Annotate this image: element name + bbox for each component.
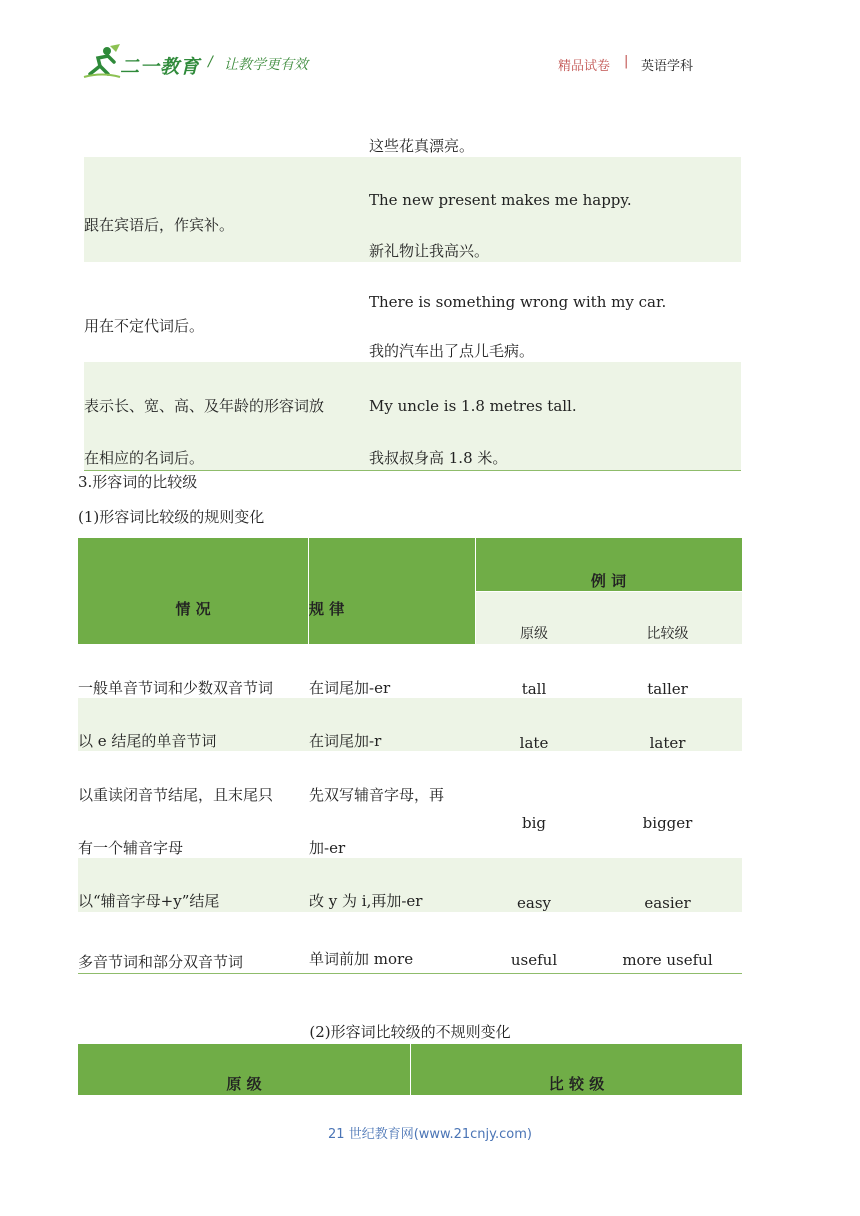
usage-text: 跟在宾语后，作宾补。 xyxy=(84,216,235,234)
comparative-cell: taller xyxy=(647,680,688,698)
usage-text: 表示长、宽、高、及年龄的形容词放 xyxy=(84,397,325,415)
slogan: 让教学更有效 xyxy=(224,57,308,73)
header-examples: 例 词 xyxy=(590,572,627,590)
rule-cell: 在词尾加-er xyxy=(309,679,391,697)
header-rule: 规 律 xyxy=(309,600,345,618)
runner-logo-icon xyxy=(82,44,122,80)
rule-cell: 改 y 为 i,再加-er xyxy=(309,892,423,910)
header-divider xyxy=(308,538,309,644)
example-cn: 我叔叔身高 1.8 米。 xyxy=(369,449,508,467)
example-cn: 我的汽车出了点儿毛病。 xyxy=(369,342,535,360)
situation-cell: 以 e 结尾的单音节词 xyxy=(78,732,217,750)
situation-cell: 以“辅音字母+y”结尾 xyxy=(78,892,220,910)
rule-cell: 先双写辅音字母，再 xyxy=(309,786,445,804)
usage-text: 在相应的名词后。 xyxy=(84,449,205,467)
example-cn: 这些花真漂亮。 xyxy=(369,137,475,155)
example-en: The new present makes me happy. xyxy=(369,191,632,209)
rule-cell: 单词前加 more xyxy=(309,950,414,968)
comparative-cell: more useful xyxy=(622,951,713,969)
subsection-title: (1)形容词比较级的规则变化 xyxy=(78,508,265,526)
header-base: 原级 xyxy=(520,626,548,642)
example-en: There is something wrong with my car. xyxy=(369,293,667,311)
base-cell: late xyxy=(519,734,549,752)
header-subject: 英语学科 xyxy=(641,59,694,74)
situation-cell: 多音节词和部分双音节词 xyxy=(78,953,244,971)
table-bottom-border xyxy=(78,973,742,974)
slogan-divider: / xyxy=(208,54,213,70)
section-title: 3.形容词的比较级 xyxy=(78,473,198,491)
situation-cell: 一般单音节词和少数双音节词 xyxy=(78,679,274,697)
header-situation: 情 况 xyxy=(175,600,211,618)
comparative-cell: bigger xyxy=(642,814,693,832)
base-cell: useful xyxy=(510,951,558,969)
comparative-cell: later xyxy=(649,734,686,752)
base-cell: tall xyxy=(521,680,547,698)
usage-text: 用在不定代词后。 xyxy=(84,317,205,335)
header xyxy=(0,0,860,90)
header-base: 原 级 xyxy=(226,1075,262,1093)
header-divider xyxy=(475,591,742,592)
situation-cell: 以重读闭音节结尾，且末尾只 xyxy=(78,786,274,804)
subsection-title: (2)形容词比较级的不规则变化 xyxy=(309,1023,511,1041)
rule-cell: 加-er xyxy=(309,839,346,857)
header-comparative: 比较级 xyxy=(646,626,689,642)
footer-source: 21 世纪教育网(www.21cnjy.com) xyxy=(328,1127,532,1142)
example-en: My uncle is 1.8 metres tall. xyxy=(369,397,577,415)
base-cell: easy xyxy=(517,894,551,912)
base-cell: big xyxy=(521,814,546,832)
header-paper-type: 精品试卷 xyxy=(558,59,611,74)
rule-cell: 在词尾加-r xyxy=(309,732,382,750)
header-comparative: 比 较 级 xyxy=(548,1075,605,1093)
table-bottom-border xyxy=(84,470,741,471)
example-cn: 新礼物让我高兴。 xyxy=(369,242,490,260)
situation-cell: 有一个辅音字母 xyxy=(78,839,184,857)
logo-text: 二一教育 xyxy=(120,56,201,78)
comparative-cell: easier xyxy=(644,894,691,912)
header-separator: | xyxy=(624,54,629,69)
